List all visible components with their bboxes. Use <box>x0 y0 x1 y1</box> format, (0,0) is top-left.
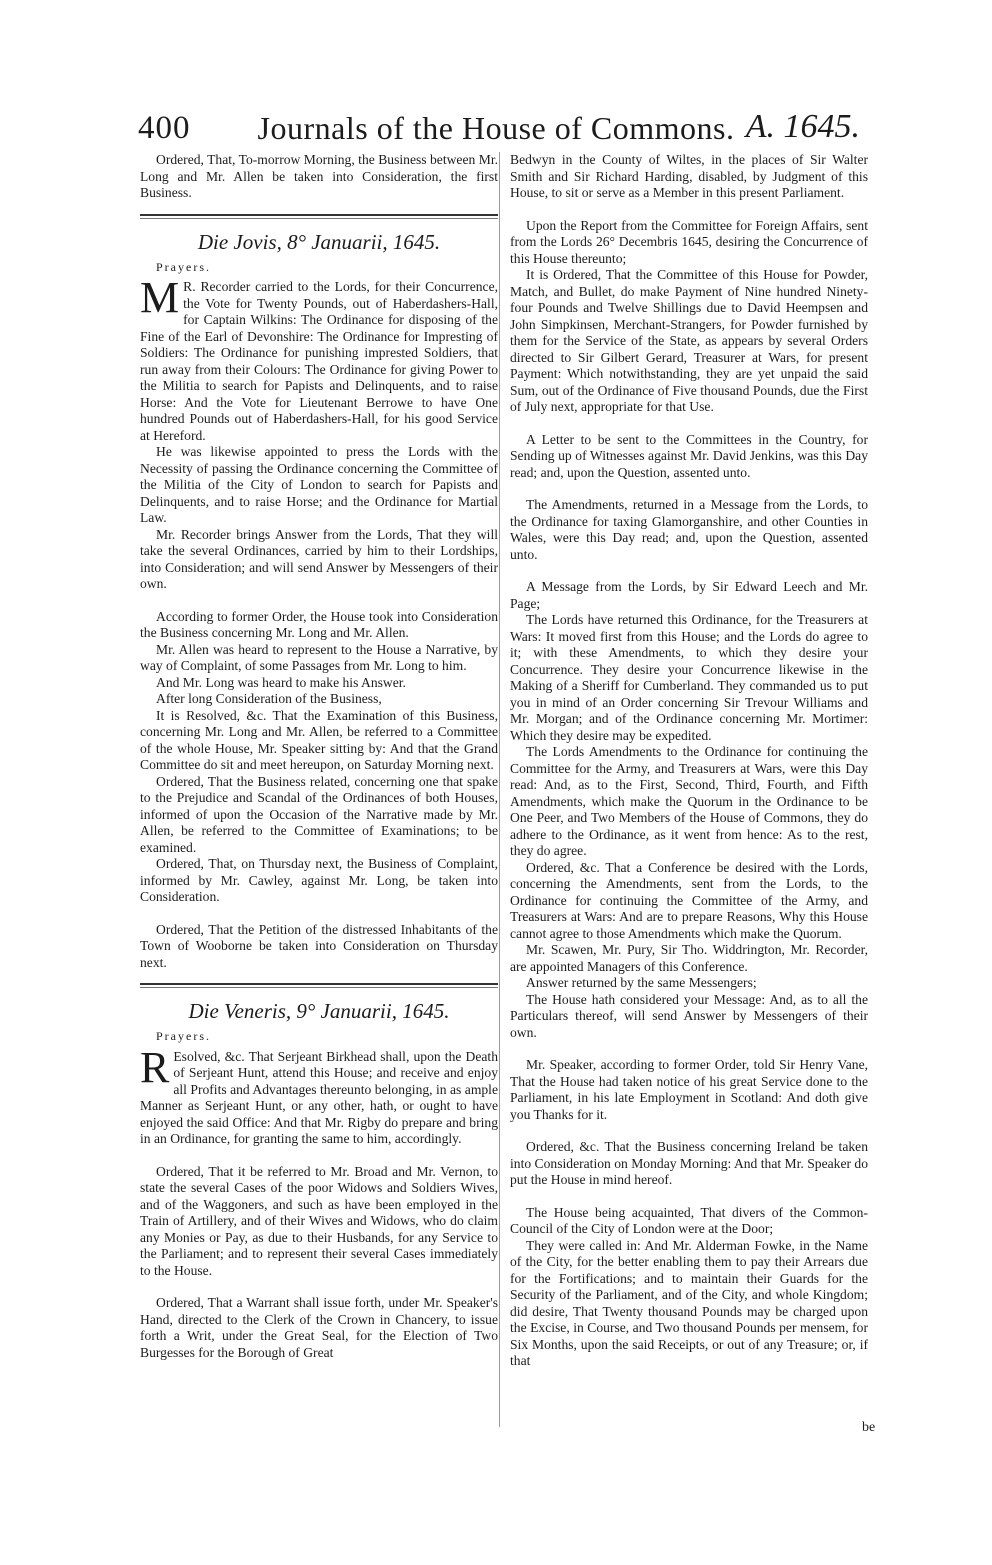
left-para-6: And Mr. Long was heard to make his Answer. <box>156 674 406 690</box>
left-column <box>140 152 498 1361</box>
page-header <box>0 104 992 154</box>
day-heading-jovis: Die Jovis, 8° Januarii, 1645. <box>197 229 441 254</box>
prayers-label: Prayers. <box>156 259 211 274</box>
left-para-12: Esolved, &c. That Serjeant Birkhead shall, upon the Death of Serjeant Hunt, attend this House; and receive and enjoy all Profits and Advantages thereunto belonging, in as ample Manner as Serjeant Hunt, or any other, hath, or ought to have enjoyed the said Office: And that Mr. Rigby do prepare and bring in an Ordinance, for granting the same to him, accordingly. <box>140 1048 498 1146</box>
right-para-7: The Lords Amendments to the Ordinance for continuing the Committee for the Army, and Treasurers at Wars, were this Day read: And, as to the First, Second, Third, Fourth, and Fifth Amendments, which make the Quorum in the Ordinance to be One Peer, and Two Members of the House of Commons, they do adhere to the Ordinance, as it went from hence: As to the rest, they do agree. <box>510 744 868 858</box>
section-rule <box>140 983 498 988</box>
drop-cap-letter: R <box>140 1042 170 1092</box>
section-rule <box>140 214 498 219</box>
right-para-4: The Amendments, returned in a Message from the Lords, to the Ordinance for taxing Glamorganshire, and other Counties in Wales, were this Day read; and, upon the Question, assented unto. <box>510 497 868 562</box>
right-para-1: Upon the Report from the Committee for Foreign Affairs, sent from the Lords 26° Decembris 1645, desiring the Concurrence of this House thereunto; <box>510 217 868 266</box>
page-number: 400 <box>138 110 191 146</box>
running-year: A. 1645. <box>745 108 860 145</box>
left-para-3: Mr. Recorder brings Answer from the Lords, That they will take the several Ordinances, carried by him to their Lordships, into Consideration; and will send Answer by Messengers of their own. <box>140 526 498 591</box>
left-para-14: Ordered, That a Warrant shall issue forth, under Mr. Speaker's Hand, directed to the Clerk of the Crown in Chancery, to issue forth a Writ, under the Great Seal, for the Election of Two Burgesses for the Borough of Great <box>140 1295 498 1360</box>
left-para-8: It is Resolved, &c. That the Examination of this Business, concerning Mr. Long and Mr. Allen, be referred to a Committee of the whole House, Mr. Speaker sitting by: And that the Grand Committee do sit and meet hereupon, on Saturday Morning next. <box>140 707 498 772</box>
drop-cap-letter: M <box>140 273 180 322</box>
drop-cap-paragraph <box>140 1042 498 1148</box>
right-para-10: Answer returned by the same Messengers; <box>526 975 757 990</box>
right-para-15: They were called in: And Mr. Alderman Fowke, in the Name of the City, for the better enabling them to pay their Arrears due for the Fortifications; and to maintain their Guards for the Security of the Parliament, and of the City, and whole Kingdom; did desire, That Twenty thousand Pounds may be charged upon the Excise, in Course, and Two thousand Pounds per mensem, for Six Months, upon the said Receipts, or out of any Treasure; or, if that <box>510 1237 868 1368</box>
prayers-label: Prayers. <box>156 1029 211 1043</box>
right-para-0: Bedwyn in the County of Wiltes, in the places of Sir Walter Smith and Sir Richard Harding, disabled, by Judgment of this House, to sit or serve as a Member in this present Parliament. <box>510 152 868 200</box>
right-para-5: A Message from the Lords, by Sir Edward Leech and Mr. Page; <box>510 579 868 611</box>
right-column <box>510 152 868 1370</box>
right-para-11: The House hath considered your Message: And, as to all the Particulars thereof, will send Answer by Messengers of their own. <box>510 991 868 1040</box>
right-para-9: Mr. Scawen, Mr. Pury, Sir Tho. Widdrington, Mr. Recorder, are appointed Managers of this Conference. <box>510 942 868 974</box>
right-para-13: Ordered, &c. That the Business concerning Ireland be taken into Consideration on Monday Morning: And that Mr. Speaker do put the House in mind hereof. <box>510 1139 868 1187</box>
drop-cap-paragraph <box>140 273 498 444</box>
left-para-11: Ordered, That the Petition of the distressed Inhabitants of the Town of Wooborne be taken into Consideration on Thursday next. <box>140 921 498 970</box>
left-para-4: According to former Order, the House took into Consideration the Business concerning Mr. Long and Mr. Allen. <box>140 608 498 640</box>
right-para-2: It is Ordered, That the Committee of this House for Powder, Match, and Bullet, do make Payment of Nine hundred Ninety-four Pounds and Twelve Shillings due to David Heempsen and John Simpkinsen, Merchant-Strangers, for Powder furnished by them for the Service of the State, as appears by several Orders directed to Sir Gilbert Gerard, Treasurer at Wars, for present Payment: Which notwithstanding, they are yet unpaid the said Sum, out of the Ordinance of Five thousand Pounds, due the First of July next, appropriate for that Use. <box>510 267 868 414</box>
left-para-13: Ordered, That it be referred to Mr. Broad and Mr. Vernon, to state the several Cases of the poor Widows and Soldiers Wives, and of the Waggoners, and such as have been employed in the Train of Artillery, and of their Wives and Widows, who do claim any Monies or Pay, as due to their Husbands, for any Service to the Parliament; and to represent their several Cases immediately to the House. <box>140 1163 498 1278</box>
left-para-10: Ordered, That, on Thursday next, the Business of Complaint, informed by Mr. Cawley, against Mr. Long, be taken into Consideration. <box>140 856 498 904</box>
catchword: be <box>862 1420 876 1435</box>
left-para-5: Mr. Allen was heard to represent to the House a Narrative, by way of Complaint, of some Passages from Mr. Long to him. <box>140 641 498 673</box>
right-para-14: The House being acquainted, That divers of the Common-Council of the City of London were at the Door; <box>510 1204 868 1236</box>
left-para-9: Ordered, That the Business related, concerning one that spake to the Prejudice and Scandal of the Ordinances of both Houses, informed of upon the Occasion of the Narrative made by Mr. Allen, be referred to the Committee of Examinations; to be examined. <box>140 773 498 855</box>
left-para-2: He was likewise appointed to press the Lords with the Necessity of passing the Ordinance concerning the Committee of the Militia of the City of London to search for Papists and Delinquents, and to raise Horse; and the Ordinance for Martial Law. <box>140 444 498 525</box>
right-para-12: Mr. Speaker, according to former Order, told Sir Henry Vane, That the House had taken notice of his great Service done to the Parliament, in his late Employment in Scotland: And doth give you Thanks for it. <box>510 1057 868 1122</box>
day-heading-veneris: Die Veneris, 9° Januarii, 1645. <box>188 999 450 1023</box>
left-para-0: Ordered, That, To-morrow Morning, the Business between Mr. Long and Mr. Allen be taken into Consideration, the first Business. <box>140 152 498 200</box>
running-title: Journals of the House of Commons. <box>257 110 735 146</box>
column-divider <box>499 152 500 1427</box>
right-para-6: The Lords have returned this Ordinance, for the Treasurers at Wars: It moved first from this House; and the Lords do agree to it; with these Amendments, to which they desire your Concurrence. They desire your Concurrence likewise in the Making of a Sheriff for Cumberland. They commanded us to put you in mind of an Order concerning Sir Trevour Williams and Mr. Morgan; and of the Ordinance concerning Mr. Mortimer: Which they desire may be expedited. <box>510 612 868 743</box>
right-para-8: Ordered, &c. That a Conference be desired with the Lords, concerning the Amendments, sent from the Lords, to the Ordinance for continuing the Committee of the Army, and Treasurers at Wars: And are to prepare Reasons, Why this House cannot agree to those Amendments which make the Quorum. <box>510 859 868 941</box>
left-para-1: R. Recorder carried to the Lords, for their Concurrence, the Vote for Twenty Pounds, out of Haberdashers-Hall, for Captain Wilkins: The Ordinance for disposing of the Fine of the Earl of Devonshire: The Ordinance for Impresting of Soldiers: The Ordinance for punishing imprested Soldiers, that run away from their Colours: The Ordinance for giving Power to the Militia to search for Papists and Delinquents, and to raise Horse: And the Vote for Lieutenant Berrowe to have One hundred Pounds out of Haberdashers-Hall, for his good Service at Hereford. <box>140 279 498 443</box>
left-para-7: After long Consideration of the Business, <box>156 691 382 706</box>
right-para-3: A Letter to be sent to the Committees in the Country, for Sending up of Witnesses against Mr. David Jenkins, was this Day read; and, upon the Question, assented unto. <box>510 431 868 480</box>
